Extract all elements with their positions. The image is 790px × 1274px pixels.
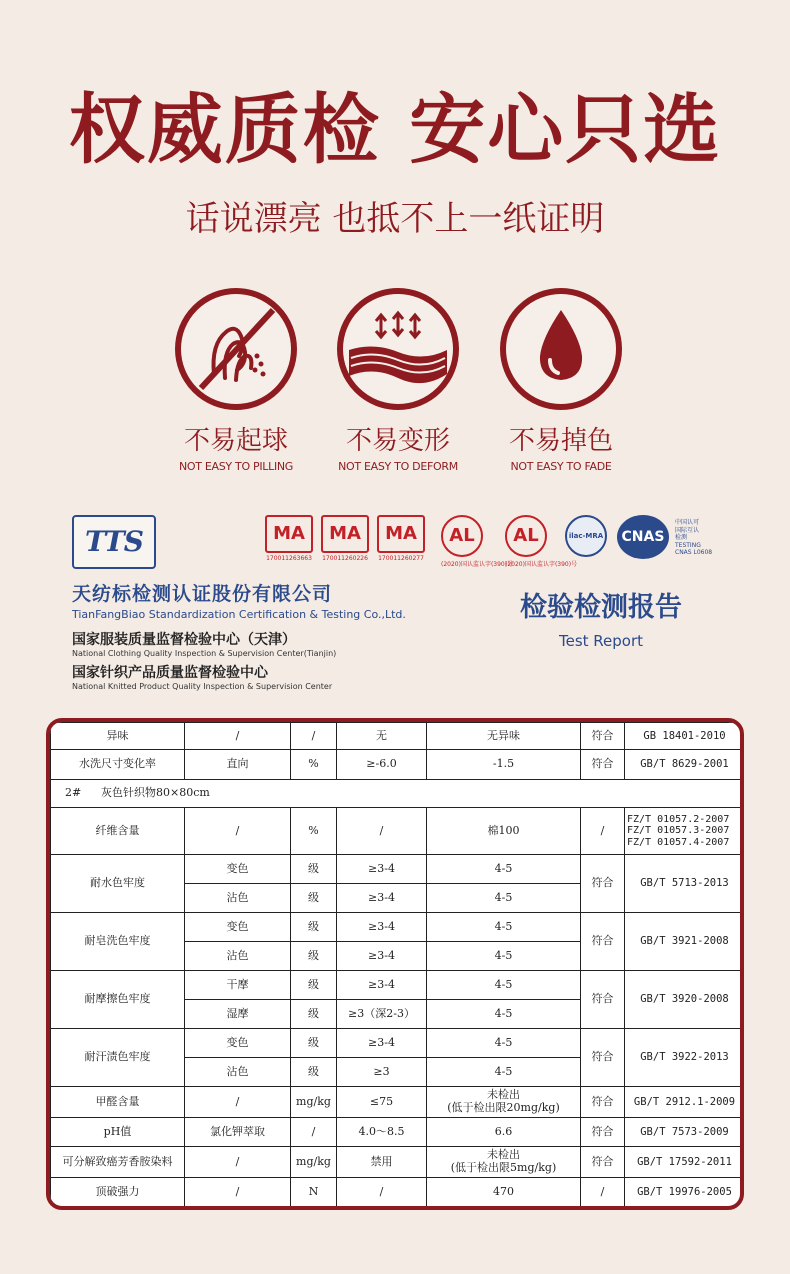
headline: 权威质检 安心只选 [68, 85, 722, 174]
table-row: 沾色 级 ≥3-4 4-5 [51, 884, 745, 913]
feature-no-fade [476, 288, 646, 473]
tts-logo: TTS [72, 515, 156, 569]
cma-mark-3: MA 170011260277 [377, 515, 425, 562]
no-fade-icon [500, 288, 622, 410]
table-row: 耐汗渍色牢度 变色 级 ≥3-4 4-5 符合 GB/T 3922-2013 [51, 1029, 745, 1058]
feature-title: 不易变形 [345, 426, 450, 456]
table-row: 可分解致癌芳香胺染料 / mg/kg 禁用 未检出 (低于检出限5mg/kg) 符合 GB/T 17592-2011 [51, 1147, 745, 1178]
cal-mark-1: AL (2020)国认监认字(390)号 [441, 515, 513, 568]
cal-icon: AL [441, 515, 483, 557]
table-row: 沾色 级 ≥3 4-5 [51, 1058, 745, 1087]
feature-title: 不易起球 [183, 426, 288, 456]
table-row: 顶破强力 / N / 470 / GB/T 19976-2005 [51, 1178, 745, 1208]
certification-marks [263, 515, 723, 575]
feature-row [0, 288, 790, 488]
cal-icon: AL [505, 515, 547, 557]
table-row: 甲醛含量 / mg/kg ≤75 未检出 (低于检出限20mg/kg) 符合 GB/T 2912.1-2009 [51, 1087, 745, 1118]
table-row: 耐皂洗色牢度 变色 级 ≥3-4 4-5 符合 GB/T 3921-2008 [51, 913, 745, 942]
cma-icon: MA [265, 515, 313, 553]
knitted-center-en: National Knitted Product Quality Inspection & Supervision Center [72, 682, 333, 691]
ilac-mra-mark [565, 515, 607, 557]
table-row: 异味 / / 无 无异味 符合 GB 18401-2010 [51, 723, 745, 750]
company-name-cn: 天纺标检测认证股份有限公司 [72, 583, 333, 605]
table-row: 沾色 级 ≥3-4 4-5 [51, 942, 745, 971]
table-row: 水洗尺寸变化率 直向 % ≥-6.0 -1.5 符合 GB/T 8629-2001 [51, 750, 745, 780]
no-deform-icon [337, 288, 459, 410]
table-row: 湿摩 级 ≥3（深2-3） 4-5 [51, 1000, 745, 1029]
feature-no-pilling [151, 288, 321, 473]
ilac-icon: ilac-MRA [565, 515, 607, 557]
feature-subtitle: NOT EASY TO PILLING [178, 460, 294, 473]
cnas-icon: CNAS [617, 515, 669, 559]
report-title-en: Test Report [558, 632, 644, 650]
feature-title: 不易掉色 [508, 426, 613, 456]
clothing-center-cn: 国家服装质量监督检验中心（天津） [72, 632, 296, 648]
table-row: 纤维含量 / % / 棉100 / FZ/T 01057.2-2007 FZ/T 01057.3-2007 FZ/T 01057.4-2007 [51, 808, 745, 855]
cma-icon: MA [377, 515, 425, 553]
feature-subtitle: NOT EASY TO FADE [510, 460, 612, 473]
clothing-center-en: National Clothing Quality Inspection & Supervision Center(Tianjin) [72, 649, 337, 658]
table-row: pH值 氯化钾萃取 / 4.0～8.5 6.6 符合 GB/T 7573-2009 [51, 1118, 745, 1147]
cma-icon: MA [321, 515, 369, 553]
knitted-center-cn: 国家针织产品质量监督检验中心 [72, 665, 268, 681]
feature-subtitle: NOT EASY TO DEFORM [338, 460, 458, 473]
table-row: 耐水色牢度 变色 级 ≥3-4 4-5 符合 GB/T 5713-2013 [51, 855, 745, 884]
cal-mark-2: AL (2020)国认监认字(390)号 [505, 515, 577, 568]
subheadline: 话说漂亮 也抵不上一纸证明 [185, 199, 605, 239]
sample-section-row: 2# 灰色针织物80×80cm [51, 780, 745, 808]
test-report-table [46, 718, 744, 1210]
cnas-mark: CNAS 中国认可 国际互认 检测 TESTING CNAS L0608 [617, 515, 669, 559]
feature-no-deform [313, 288, 483, 473]
company-name-en: TianFangBiao Standardization Certification & Testing Co.,Ltd. [72, 608, 406, 621]
table-row: 耐摩擦色牢度 干摩 级 ≥3-4 4-5 符合 GB/T 3920-2008 [51, 971, 745, 1000]
cma-mark-1: MA 170011263663 [265, 515, 313, 562]
report-title: 检验检测报告 [520, 592, 682, 623]
cma-mark-2: MA 170011260226 [321, 515, 369, 562]
no-pilling-icon [175, 288, 297, 410]
